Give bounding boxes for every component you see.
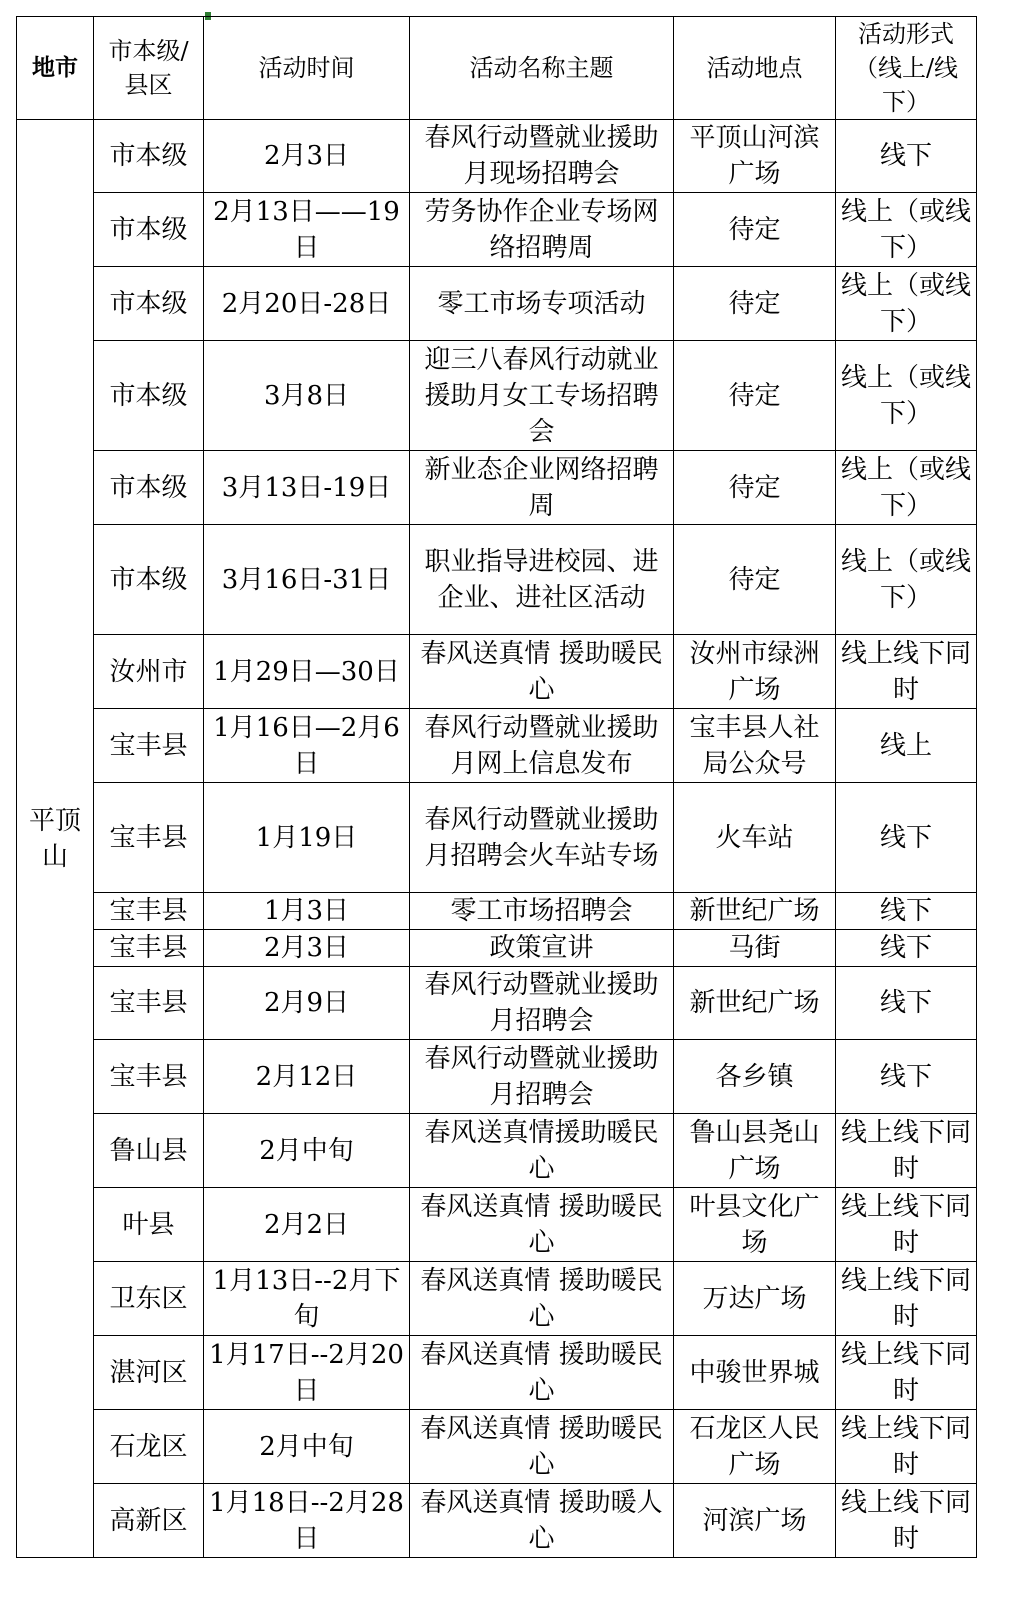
cell-level: 宝丰县 <box>94 1040 204 1114</box>
cell-level: 市本级 <box>94 341 204 451</box>
cell-place: 各乡镇 <box>674 1040 836 1114</box>
cell-place: 火车站 <box>674 783 836 893</box>
cell-form: 线下 <box>836 967 977 1040</box>
cell-time: 2月12日 <box>204 1040 410 1114</box>
cell-time: 2月13日——19日 <box>204 193 410 267</box>
table-row <box>17 1262 977 1336</box>
cell-name: 春风送真情 援助暖民心 <box>410 1188 674 1262</box>
cell-level: 高新区 <box>94 1484 204 1558</box>
cell-name: 春风行动暨就业援助月招聘会 <box>410 967 674 1040</box>
cell-form: 线下 <box>836 1040 977 1114</box>
cell-form: 线上（或线下） <box>836 267 977 341</box>
cell-name: 新业态企业网络招聘周 <box>410 451 674 525</box>
table-row <box>17 1040 977 1114</box>
cell-form: 线下 <box>836 783 977 893</box>
cell-time: 2月3日 <box>204 930 410 967</box>
cell-name: 职业指导进校园、进企业、进社区活动 <box>410 525 674 635</box>
cell-level: 市本级 <box>94 193 204 267</box>
cell-place: 宝丰县人社局公众号 <box>674 709 836 783</box>
cell-level: 宝丰县 <box>94 893 204 930</box>
activity-table-container <box>16 16 977 1558</box>
cell-place: 石龙区人民广场 <box>674 1410 836 1484</box>
cell-time: 1月3日 <box>204 893 410 930</box>
cell-form: 线上线下同时 <box>836 1262 977 1336</box>
cell-level: 宝丰县 <box>94 967 204 1040</box>
cell-name: 春风送真情援助暖民心 <box>410 1114 674 1188</box>
cell-level: 市本级 <box>94 525 204 635</box>
cell-form: 线上线下同时 <box>836 1188 977 1262</box>
cell-time: 3月13日-19日 <box>204 451 410 525</box>
table-row <box>17 525 977 635</box>
table-row <box>17 783 977 893</box>
cell-level: 汝州市 <box>94 635 204 709</box>
cell-level: 鲁山县 <box>94 1114 204 1188</box>
header-place: 活动地点 <box>674 17 836 120</box>
cell-name: 春风行动暨就业援助月招聘会火车站专场 <box>410 783 674 893</box>
cell-place: 待定 <box>674 341 836 451</box>
cell-time: 2月3日 <box>204 120 410 193</box>
table-row <box>17 193 977 267</box>
cell-name: 春风送真情 援助暖民心 <box>410 1336 674 1410</box>
table-row <box>17 120 977 193</box>
table-row <box>17 1114 977 1188</box>
cell-name: 春风送真情 援助暖民心 <box>410 1410 674 1484</box>
cell-time: 3月8日 <box>204 341 410 451</box>
table-row <box>17 709 977 783</box>
cell-form: 线上（或线下） <box>836 525 977 635</box>
cell-name: 零工市场专项活动 <box>410 267 674 341</box>
cell-name: 劳务协作企业专场网络招聘周 <box>410 193 674 267</box>
cell-name: 春风送真情 援助暖民心 <box>410 1262 674 1336</box>
cell-form: 线上（或线下） <box>836 193 977 267</box>
cell-place: 待定 <box>674 267 836 341</box>
header-level: 市本级/县区 <box>94 17 204 120</box>
header-form: 活动形式（线上/线下） <box>836 17 977 120</box>
cell-level: 市本级 <box>94 451 204 525</box>
cell-level: 宝丰县 <box>94 783 204 893</box>
header-row <box>17 17 977 120</box>
cell-place: 待定 <box>674 525 836 635</box>
cell-name: 迎三八春风行动就业援助月女工专场招聘会 <box>410 341 674 451</box>
header-city: 地市 <box>17 17 94 120</box>
cell-place: 待定 <box>674 193 836 267</box>
cell-form: 线上（或线下） <box>836 341 977 451</box>
cell-level: 宝丰县 <box>94 709 204 783</box>
cell-form: 线下 <box>836 930 977 967</box>
cell-place: 马街 <box>674 930 836 967</box>
table-row <box>17 635 977 709</box>
cell-level: 叶县 <box>94 1188 204 1262</box>
table-row <box>17 1484 977 1558</box>
cell-name: 春风行动暨就业援助月网上信息发布 <box>410 709 674 783</box>
cell-level: 湛河区 <box>94 1336 204 1410</box>
table-row <box>17 341 977 451</box>
cell-name: 春风行动暨就业援助月招聘会 <box>410 1040 674 1114</box>
cell-place: 鲁山县尧山广场 <box>674 1114 836 1188</box>
cell-name: 春风送真情 援助暖人心 <box>410 1484 674 1558</box>
cell-form: 线上线下同时 <box>836 635 977 709</box>
cell-time: 2月20日-28日 <box>204 267 410 341</box>
cell-time: 2月中旬 <box>204 1410 410 1484</box>
table-row <box>17 967 977 1040</box>
cell-level: 石龙区 <box>94 1410 204 1484</box>
cell-time: 1月16日—2月6日 <box>204 709 410 783</box>
cell-time: 1月29日—30日 <box>204 635 410 709</box>
cell-time: 2月9日 <box>204 967 410 1040</box>
table-row <box>17 1336 977 1410</box>
cell-form: 线下 <box>836 893 977 930</box>
cell-name: 零工市场招聘会 <box>410 893 674 930</box>
cell-time: 3月16日-31日 <box>204 525 410 635</box>
cell-level: 卫东区 <box>94 1262 204 1336</box>
cell-form: 线上线下同时 <box>836 1484 977 1558</box>
cell-place: 新世纪广场 <box>674 893 836 930</box>
cell-place: 叶县文化广场 <box>674 1188 836 1262</box>
header-time: 活动时间 <box>204 17 410 120</box>
table-row <box>17 267 977 341</box>
cell-name: 春风送真情 援助暖民心 <box>410 635 674 709</box>
table-row <box>17 930 977 967</box>
table-body <box>17 120 977 1558</box>
cell-time: 1月13日--2月下旬 <box>204 1262 410 1336</box>
cell-place: 万达广场 <box>674 1262 836 1336</box>
cell-time: 1月19日 <box>204 783 410 893</box>
header-name: 活动名称主题 <box>410 17 674 120</box>
table-row <box>17 1188 977 1262</box>
cell-form: 线上线下同时 <box>836 1114 977 1188</box>
cell-name: 春风行动暨就业援助月现场招聘会 <box>410 120 674 193</box>
cell-time: 2月2日 <box>204 1188 410 1262</box>
cell-place: 平顶山河滨广场 <box>674 120 836 193</box>
table-row <box>17 893 977 930</box>
cell-place: 汝州市绿洲广场 <box>674 635 836 709</box>
cell-level: 市本级 <box>94 267 204 341</box>
cell-place: 中骏世界城 <box>674 1336 836 1410</box>
cell-level: 市本级 <box>94 120 204 193</box>
cell-form: 线上 <box>836 709 977 783</box>
cell-form: 线上线下同时 <box>836 1336 977 1410</box>
cell-level: 宝丰县 <box>94 930 204 967</box>
activity-table <box>16 16 977 1558</box>
cell-place: 待定 <box>674 451 836 525</box>
cell-form: 线上线下同时 <box>836 1410 977 1484</box>
cell-time: 1月17日--2月20日 <box>204 1336 410 1410</box>
cell-form: 线上（或线下） <box>836 451 977 525</box>
cell-name: 政策宣讲 <box>410 930 674 967</box>
table-row <box>17 451 977 525</box>
cell-place: 新世纪广场 <box>674 967 836 1040</box>
cell-place: 河滨广场 <box>674 1484 836 1558</box>
city-cell: 平顶山 <box>17 120 94 1558</box>
cell-time: 1月18日--2月28日 <box>204 1484 410 1558</box>
cell-time: 2月中旬 <box>204 1114 410 1188</box>
cell-form: 线下 <box>836 120 977 193</box>
table-row <box>17 1410 977 1484</box>
